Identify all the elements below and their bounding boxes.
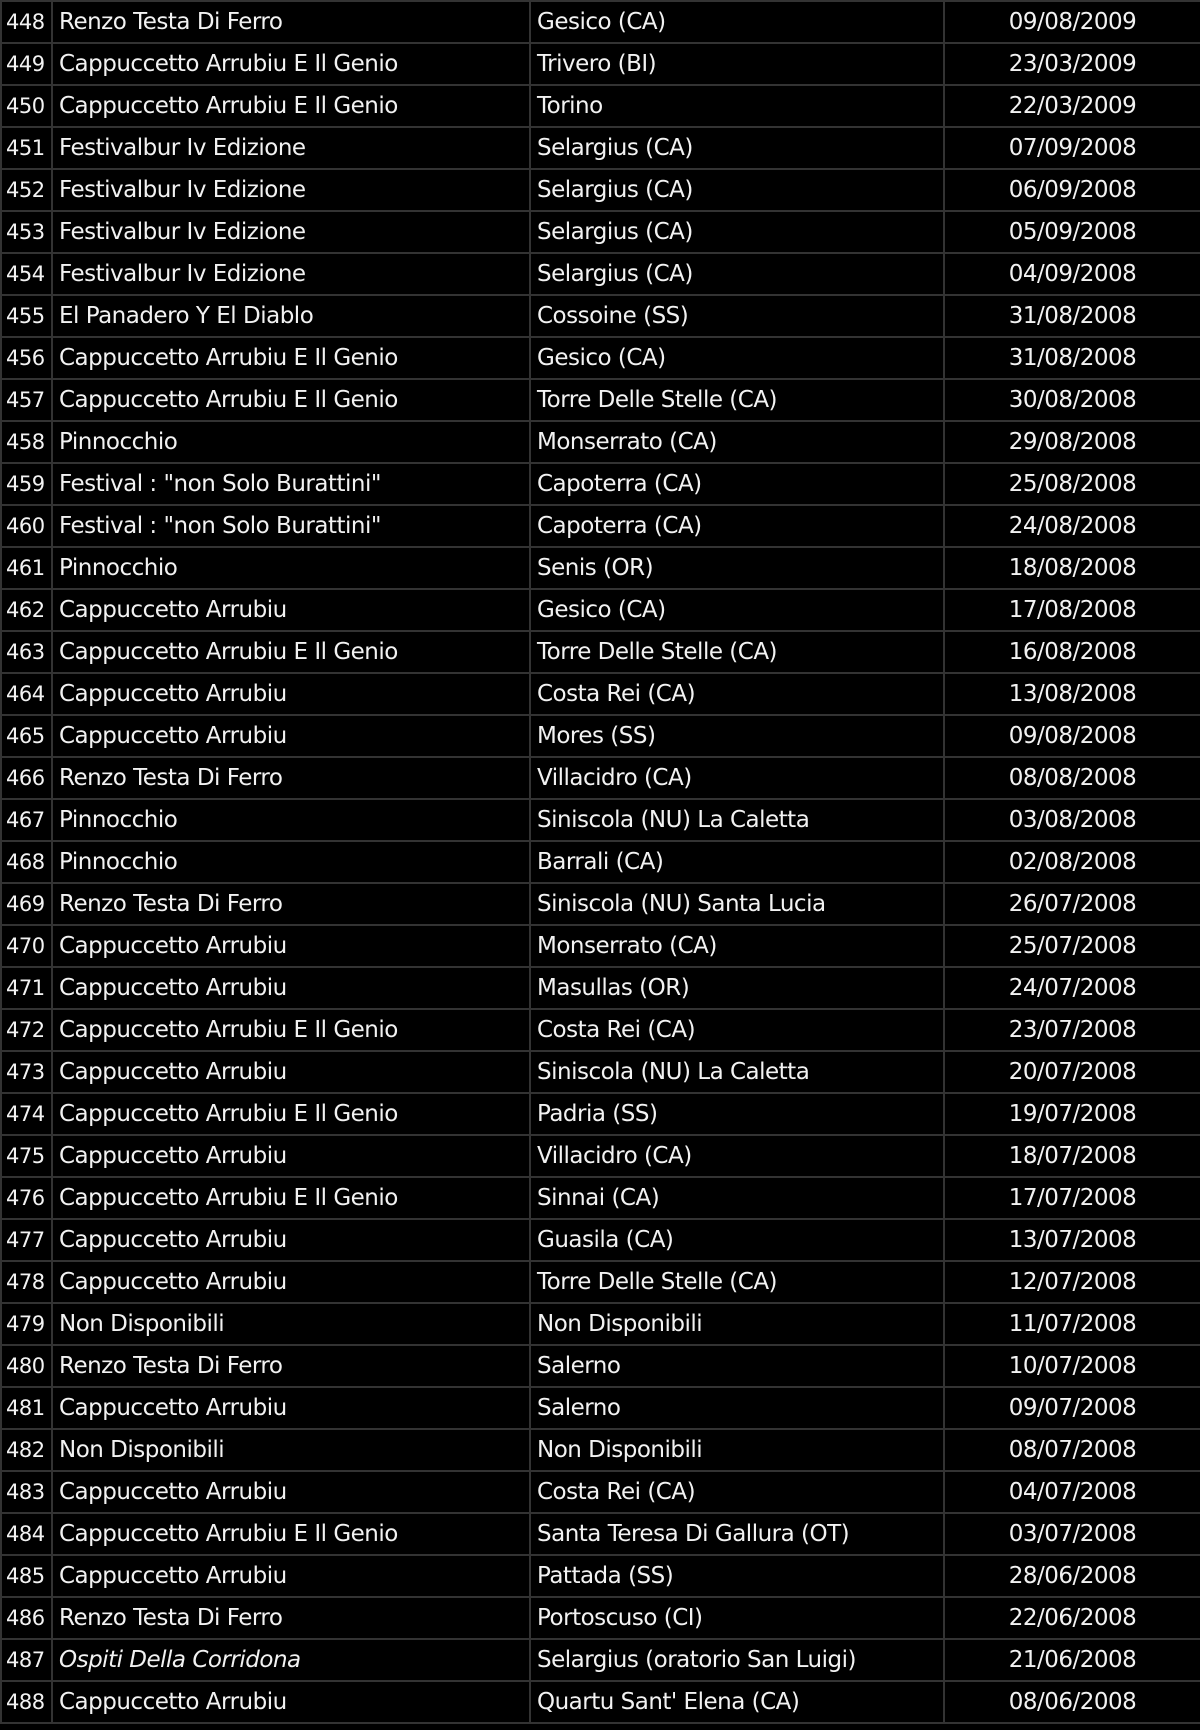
show-title: Pinnocchio — [53, 800, 529, 840]
show-date: 30/08/2008 — [945, 380, 1200, 420]
row-number: 454 — [2, 254, 51, 294]
table-row — [2, 1472, 1200, 1512]
row-number: 448 — [2, 2, 51, 42]
show-date: 18/07/2008 — [945, 1136, 1200, 1176]
row-number: 477 — [2, 1220, 51, 1260]
table-row — [2, 1346, 1200, 1386]
show-place: Costa Rei (CA) — [531, 1472, 943, 1512]
row-number: 474 — [2, 1094, 51, 1134]
show-title: Renzo Testa Di Ferro — [53, 2, 529, 42]
row-number: 450 — [2, 86, 51, 126]
show-title: Cappuccetto Arrubiu E Il Genio — [53, 1094, 529, 1134]
table-row — [2, 1220, 1200, 1260]
show-title: Cappuccetto Arrubiu E Il Genio — [53, 44, 529, 84]
table-row — [2, 1682, 1200, 1722]
table-row — [2, 716, 1200, 756]
show-title: Festival : "non Solo Burattini" — [53, 506, 529, 546]
row-number: 464 — [2, 674, 51, 714]
show-date: 20/07/2008 — [945, 1052, 1200, 1092]
row-number: 460 — [2, 506, 51, 546]
show-place: Torre Delle Stelle (CA) — [531, 632, 943, 672]
row-number: 463 — [2, 632, 51, 672]
show-title: Non Disponibili — [53, 1430, 529, 1470]
show-place: Cossoine (SS) — [531, 296, 943, 336]
table-row — [2, 506, 1200, 546]
table-row — [2, 1598, 1200, 1638]
show-place: Costa Rei (CA) — [531, 674, 943, 714]
show-title: Cappuccetto Arrubiu E Il Genio — [53, 1514, 529, 1554]
table-row — [2, 548, 1200, 588]
show-place: Santa Teresa Di Gallura (OT) — [531, 1514, 943, 1554]
show-place: Monserrato (CA) — [531, 926, 943, 966]
show-title: Cappuccetto Arrubiu — [53, 674, 529, 714]
show-date: 04/09/2008 — [945, 254, 1200, 294]
show-place: Torre Delle Stelle (CA) — [531, 380, 943, 420]
show-title: Cappuccetto Arrubiu — [53, 926, 529, 966]
table-row — [2, 170, 1200, 210]
show-title: Festivalbur Iv Edizione — [53, 170, 529, 210]
row-number: 449 — [2, 44, 51, 84]
table-row — [2, 1136, 1200, 1176]
table-row — [2, 1388, 1200, 1428]
row-number: 453 — [2, 212, 51, 252]
show-place: Pattada (SS) — [531, 1556, 943, 1596]
show-place: Barrali (CA) — [531, 842, 943, 882]
show-place: Selargius (oratorio San Luigi) — [531, 1640, 943, 1680]
table-row — [2, 1262, 1200, 1302]
show-date: 05/09/2008 — [945, 212, 1200, 252]
show-title: Ospiti Della Corridona — [53, 1640, 529, 1680]
show-date: 31/08/2008 — [945, 296, 1200, 336]
show-place: Senis (OR) — [531, 548, 943, 588]
table-row — [2, 86, 1200, 126]
show-place: Salerno — [531, 1388, 943, 1428]
table-row — [2, 296, 1200, 336]
show-date: 09/07/2008 — [945, 1388, 1200, 1428]
row-number: 473 — [2, 1052, 51, 1092]
show-place: Non Disponibili — [531, 1430, 943, 1470]
row-number: 452 — [2, 170, 51, 210]
show-place: Selargius (CA) — [531, 128, 943, 168]
show-title: Cappuccetto Arrubiu — [53, 1556, 529, 1596]
show-title: Cappuccetto Arrubiu E Il Genio — [53, 1178, 529, 1218]
show-date: 26/07/2008 — [945, 884, 1200, 924]
table-row — [2, 1304, 1200, 1344]
show-title: Cappuccetto Arrubiu — [53, 1052, 529, 1092]
show-date: 08/07/2008 — [945, 1430, 1200, 1470]
show-date: 18/08/2008 — [945, 548, 1200, 588]
show-title: Cappuccetto Arrubiu E Il Genio — [53, 380, 529, 420]
show-place: Villacidro (CA) — [531, 1136, 943, 1176]
show-place: Gesico (CA) — [531, 590, 943, 630]
show-date: 13/07/2008 — [945, 1220, 1200, 1260]
show-title: Cappuccetto Arrubiu E Il Genio — [53, 632, 529, 672]
show-date: 23/07/2008 — [945, 1010, 1200, 1050]
show-date: 31/08/2008 — [945, 338, 1200, 378]
row-number: 475 — [2, 1136, 51, 1176]
row-number: 479 — [2, 1304, 51, 1344]
show-place: Costa Rei (CA) — [531, 1010, 943, 1050]
table-row — [2, 1556, 1200, 1596]
row-number: 481 — [2, 1388, 51, 1428]
table-row — [2, 1640, 1200, 1680]
show-date: 21/06/2008 — [945, 1640, 1200, 1680]
show-title: Cappuccetto Arrubiu E Il Genio — [53, 1010, 529, 1050]
show-place: Siniscola (NU) Santa Lucia — [531, 884, 943, 924]
show-date: 16/08/2008 — [945, 632, 1200, 672]
row-number: 485 — [2, 1556, 51, 1596]
show-date: 12/07/2008 — [945, 1262, 1200, 1302]
row-number: 455 — [2, 296, 51, 336]
show-place: Selargius (CA) — [531, 254, 943, 294]
show-title: Cappuccetto Arrubiu — [53, 716, 529, 756]
row-number: 461 — [2, 548, 51, 588]
row-number: 471 — [2, 968, 51, 1008]
table-row — [2, 1514, 1200, 1554]
show-date: 23/03/2009 — [945, 44, 1200, 84]
show-title: Non Disponibili — [53, 1304, 529, 1344]
table-row — [2, 1094, 1200, 1134]
table-row — [2, 968, 1200, 1008]
row-number: 459 — [2, 464, 51, 504]
show-date: 03/08/2008 — [945, 800, 1200, 840]
show-title: Festivalbur Iv Edizione — [53, 254, 529, 294]
table-row — [2, 44, 1200, 84]
show-place: Trivero (BI) — [531, 44, 943, 84]
show-title: Cappuccetto Arrubiu — [53, 1682, 529, 1722]
show-place: Siniscola (NU) La Caletta — [531, 1052, 943, 1092]
table-row — [2, 1010, 1200, 1050]
show-place: Masullas (OR) — [531, 968, 943, 1008]
row-number: 468 — [2, 842, 51, 882]
show-place: Capoterra (CA) — [531, 506, 943, 546]
show-title: Cappuccetto Arrubiu E Il Genio — [53, 86, 529, 126]
show-place: Quartu Sant' Elena (CA) — [531, 1682, 943, 1722]
table-row — [2, 212, 1200, 252]
table-row — [2, 800, 1200, 840]
show-date: 25/08/2008 — [945, 464, 1200, 504]
show-title: Cappuccetto Arrubiu — [53, 968, 529, 1008]
row-number: 465 — [2, 716, 51, 756]
row-number: 466 — [2, 758, 51, 798]
table-row — [2, 590, 1200, 630]
row-number: 487 — [2, 1640, 51, 1680]
show-place: Mores (SS) — [531, 716, 943, 756]
shows-table-body — [2, 2, 1200, 1722]
show-date: 17/07/2008 — [945, 1178, 1200, 1218]
show-title: Festivalbur Iv Edizione — [53, 212, 529, 252]
show-date: 22/06/2008 — [945, 1598, 1200, 1638]
show-title: Cappuccetto Arrubiu — [53, 1136, 529, 1176]
table-row — [2, 464, 1200, 504]
show-title: Cappuccetto Arrubiu — [53, 1220, 529, 1260]
show-date: 08/06/2008 — [945, 1682, 1200, 1722]
table-row — [2, 1430, 1200, 1470]
row-number: 482 — [2, 1430, 51, 1470]
show-title: Pinnocchio — [53, 422, 529, 462]
show-title: Cappuccetto Arrubiu — [53, 1388, 529, 1428]
row-number: 476 — [2, 1178, 51, 1218]
row-number: 478 — [2, 1262, 51, 1302]
table-row — [2, 422, 1200, 462]
table-row — [2, 338, 1200, 378]
table-row — [2, 380, 1200, 420]
show-place: Villacidro (CA) — [531, 758, 943, 798]
show-place: Salerno — [531, 1346, 943, 1386]
show-title: Pinnocchio — [53, 842, 529, 882]
show-title: Pinnocchio — [53, 548, 529, 588]
table-row — [2, 758, 1200, 798]
show-date: 22/03/2009 — [945, 86, 1200, 126]
show-date: 29/08/2008 — [945, 422, 1200, 462]
row-number: 469 — [2, 884, 51, 924]
show-title: Renzo Testa Di Ferro — [53, 1346, 529, 1386]
show-place: Gesico (CA) — [531, 338, 943, 378]
show-title: Renzo Testa Di Ferro — [53, 758, 529, 798]
row-number: 480 — [2, 1346, 51, 1386]
show-title: Cappuccetto Arrubiu — [53, 1472, 529, 1512]
show-date: 07/09/2008 — [945, 128, 1200, 168]
row-number: 458 — [2, 422, 51, 462]
show-place: Torino — [531, 86, 943, 126]
show-date: 09/08/2009 — [945, 2, 1200, 42]
show-title: Cappuccetto Arrubiu — [53, 1262, 529, 1302]
row-number: 484 — [2, 1514, 51, 1554]
table-row — [2, 884, 1200, 924]
table-row — [2, 926, 1200, 966]
show-date: 03/07/2008 — [945, 1514, 1200, 1554]
show-date: 02/08/2008 — [945, 842, 1200, 882]
show-place: Siniscola (NU) La Caletta — [531, 800, 943, 840]
row-number: 462 — [2, 590, 51, 630]
table-row — [2, 1178, 1200, 1218]
show-title: Festival : "non Solo Burattini" — [53, 464, 529, 504]
show-title: Renzo Testa Di Ferro — [53, 884, 529, 924]
row-number: 451 — [2, 128, 51, 168]
show-date: 06/09/2008 — [945, 170, 1200, 210]
show-title: Cappuccetto Arrubiu — [53, 590, 529, 630]
show-place: Guasila (CA) — [531, 1220, 943, 1260]
row-number: 486 — [2, 1598, 51, 1638]
table-row — [2, 842, 1200, 882]
show-date: 04/07/2008 — [945, 1472, 1200, 1512]
show-date: 17/08/2008 — [945, 590, 1200, 630]
row-number: 472 — [2, 1010, 51, 1050]
show-place: Sinnai (CA) — [531, 1178, 943, 1218]
show-title: Festivalbur Iv Edizione — [53, 128, 529, 168]
show-date: 09/08/2008 — [945, 716, 1200, 756]
show-place: Selargius (CA) — [531, 212, 943, 252]
table-row — [2, 632, 1200, 672]
show-place: Selargius (CA) — [531, 170, 943, 210]
show-date: 13/08/2008 — [945, 674, 1200, 714]
table-row — [2, 1052, 1200, 1092]
show-place: Torre Delle Stelle (CA) — [531, 1262, 943, 1302]
show-place: Gesico (CA) — [531, 2, 943, 42]
row-number: 456 — [2, 338, 51, 378]
row-number: 488 — [2, 1682, 51, 1722]
show-place: Capoterra (CA) — [531, 464, 943, 504]
show-date: 25/07/2008 — [945, 926, 1200, 966]
row-number: 483 — [2, 1472, 51, 1512]
show-title: Renzo Testa Di Ferro — [53, 1598, 529, 1638]
show-date: 24/08/2008 — [945, 506, 1200, 546]
show-date: 24/07/2008 — [945, 968, 1200, 1008]
row-number: 470 — [2, 926, 51, 966]
show-place: Non Disponibili — [531, 1304, 943, 1344]
show-date: 08/08/2008 — [945, 758, 1200, 798]
table-row — [2, 674, 1200, 714]
table-row — [2, 254, 1200, 294]
row-number: 457 — [2, 380, 51, 420]
show-place: Monserrato (CA) — [531, 422, 943, 462]
table-row — [2, 2, 1200, 42]
show-date: 19/07/2008 — [945, 1094, 1200, 1134]
show-place: Portoscuso (CI) — [531, 1598, 943, 1638]
show-title: Cappuccetto Arrubiu E Il Genio — [53, 338, 529, 378]
show-date: 11/07/2008 — [945, 1304, 1200, 1344]
show-date: 10/07/2008 — [945, 1346, 1200, 1386]
table-row — [2, 128, 1200, 168]
show-date: 28/06/2008 — [945, 1556, 1200, 1596]
row-number: 467 — [2, 800, 51, 840]
show-place: Padria (SS) — [531, 1094, 943, 1134]
show-title: El Panadero Y El Diablo — [53, 296, 529, 336]
